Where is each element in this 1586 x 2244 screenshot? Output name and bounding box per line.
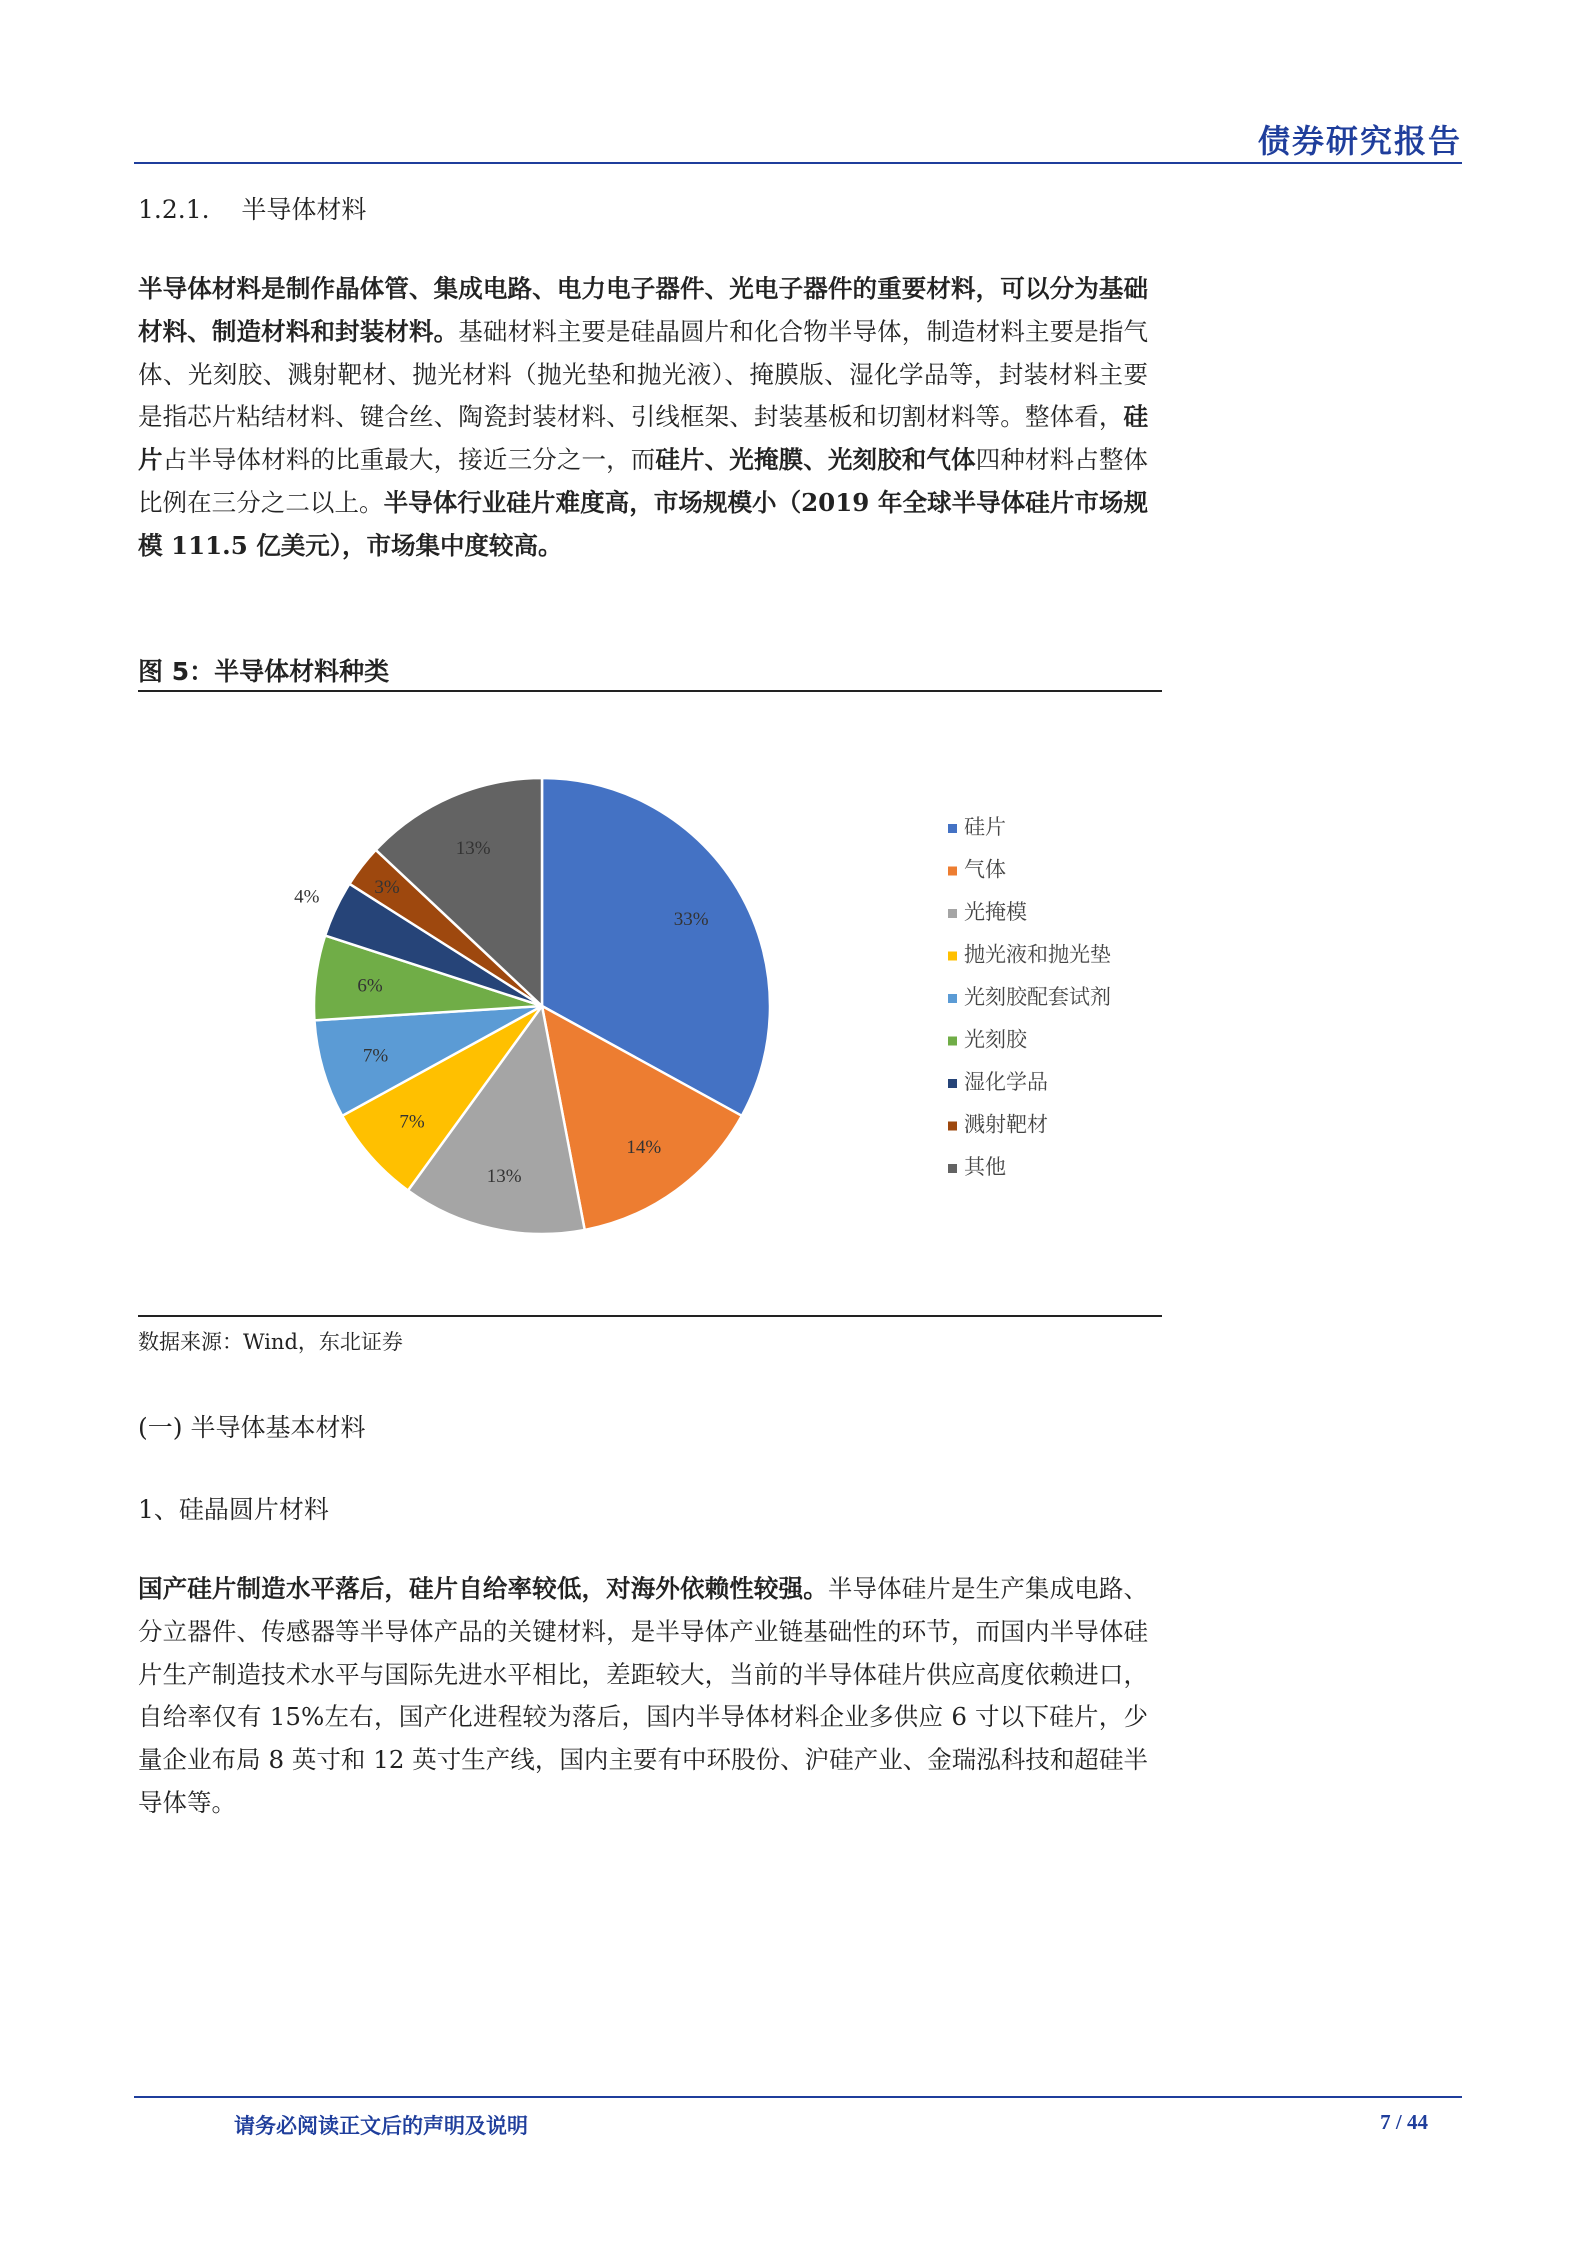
- paragraph-semiconductor-materials: [138, 268, 1148, 568]
- pie-slice-label-3: 7%: [399, 1111, 425, 1133]
- legend-label-2: 光掩模: [964, 900, 1027, 924]
- legend-label-7: 溅射靶材: [964, 1112, 1048, 1137]
- legend-label-6: 湿化学品: [964, 1070, 1048, 1094]
- pie-slice-label-8: 13%: [455, 837, 491, 859]
- footer-divider: [134, 2096, 1462, 2098]
- pie-slice-label-6: 4%: [294, 886, 320, 908]
- para1-bold-4: 半导体行业硅片难度高，市场规模小（2019 年全球半导体硅片市场规模 111.5 亿美元），市场集中度较高。: [138, 487, 1149, 560]
- subsection-heading-silicon-wafer: 1、硅晶圆片材料: [138, 1495, 329, 1524]
- pie-slice-label-7: 3%: [374, 876, 400, 898]
- footer-disclaimer: 请务必阅读正文后的声明及说明: [234, 2114, 528, 2138]
- para2-bold-1: 国产硅片制造水平落后，硅片自给率较低，对海外依赖性较强。: [138, 1574, 828, 1603]
- legend-swatch-0: [948, 824, 957, 833]
- legend-label-8: 其他: [964, 1155, 1006, 1179]
- figure-top-rule: [138, 690, 1162, 692]
- pie-slice-label-5: 6%: [357, 975, 383, 997]
- para1-text-1: 基础材料主要是硅晶圆片和化合物半导体，制造材料主要是指气体、光刻胶、溅射靶材、抛光材料（抛光垫和抛光液）、掩膜版、湿化学品等，封装材料主要是指芯片粘结材料、键合丝、陶瓷封装材料、引线框架、封装基板和切割材料等。整体看，: [138, 316, 1149, 432]
- legend-label-5: 光刻胶: [964, 1027, 1027, 1052]
- pie-slice-label-0: 33%: [673, 908, 709, 930]
- legend-label-0: 硅片: [964, 815, 1006, 839]
- pie-legend: [948, 815, 1111, 1179]
- legend-swatch-8: [948, 1164, 957, 1173]
- para1-bold-3: 硅片、光掩膜、光刻胶和气体: [655, 445, 976, 475]
- figure-title: 图 5：半导体材料种类: [138, 657, 390, 686]
- section-heading-1-2-1: 1.2.1. 半导体材料: [138, 195, 367, 224]
- pie-slice-label-1: 14%: [626, 1137, 662, 1159]
- pie-slice-label-4: 7%: [362, 1045, 389, 1067]
- page-number: 7 / 44: [1380, 2110, 1428, 2134]
- header-divider: [134, 162, 1462, 164]
- para1-text-2: 占半导体材料的比重最大，接近三分之一，而: [162, 445, 656, 475]
- legend-swatch-4: [948, 994, 957, 1003]
- legend-swatch-2: [948, 909, 957, 918]
- legend-swatch-7: [948, 1122, 957, 1131]
- report-type-title: 债券研究报告: [1257, 122, 1462, 160]
- legend-swatch-1: [948, 867, 957, 876]
- figure-source: 数据来源：Wind，东北证券: [138, 1330, 403, 1354]
- section-heading-basic-materials: (一) 半导体基本材料: [138, 1413, 366, 1442]
- legend-swatch-5: [948, 1037, 957, 1046]
- para1-text-3: 四种材料占整体比例在三分之二以上。: [138, 445, 1149, 517]
- figure-bottom-rule: [138, 1315, 1162, 1317]
- legend-label-1: 气体: [964, 857, 1006, 882]
- pie-slice-label-2: 13%: [486, 1166, 522, 1188]
- legend-label-4: 光刻胶配套试剂: [964, 985, 1111, 1009]
- pie-slices: [314, 778, 770, 1234]
- legend-swatch-6: [948, 1079, 957, 1088]
- legend-swatch-3: [948, 952, 957, 961]
- legend-label-3: 抛光液和抛光垫: [964, 942, 1111, 967]
- para2-text-1: 半导体硅片是生产集成电路、分立器件、传感器等半导体产品的关键材料，是半导体产业链基础性的环节，而国内半导体硅片生产制造技术水平与国际先进水平相比，差距较大，当前的半导体硅片供应高度依赖进口，自给率仅有 15%左右，国产化进程较为落后，国内半导体材料企业多供应 6 寸以下硅片，少量企业布局 8 英寸和 12 英寸生产线，国内主要有中环股份、沪硅产业、金瑞泓科技和超硅半导体等。: [138, 1574, 1149, 1817]
- para1-bold-1: 半导体材料是制作晶体管、集成电路、电力电子器件、光电子器件的重要材料，可以分为基础材料、制造材料和封装材料。: [138, 274, 1148, 346]
- pie-chart: [138, 700, 1162, 1310]
- paragraph-silicon-wafer: [138, 1568, 1148, 1825]
- para1-bold-2: 硅片: [138, 402, 1148, 475]
